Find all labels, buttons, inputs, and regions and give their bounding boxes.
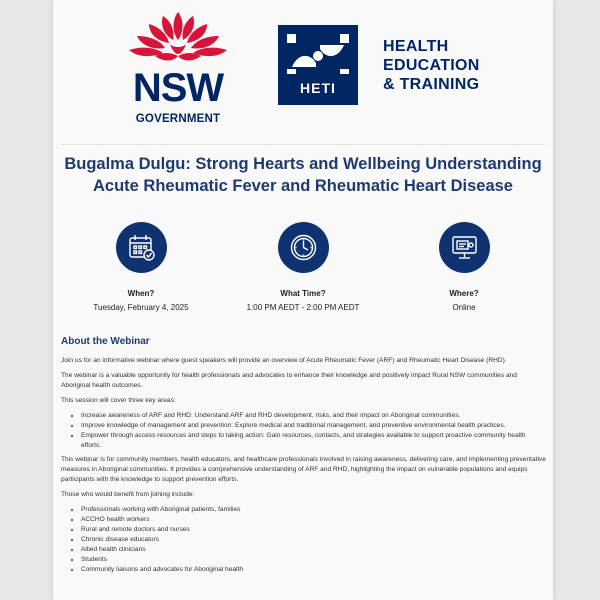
event-title-line-1: Bugalma Dulgu: Strong Hearts and Wellbeing Understanding (64, 155, 542, 173)
areas-intro: This session will cover three key areas: (61, 397, 176, 404)
heti-line-training: & TRAINING (383, 76, 480, 93)
list-item: • Rural and remote doctors and nurses (81, 525, 547, 535)
list-item: • Students (81, 555, 547, 565)
when-block (61, 222, 221, 312)
about-section (61, 336, 547, 579)
list-item: • Professionals working with Aboriginal patients, families (81, 505, 547, 515)
list-item: • ACCHO health workers (81, 515, 547, 525)
time-label: What Time? (280, 289, 326, 298)
about-heading: About the Webinar (61, 336, 150, 347)
benefit-list (61, 505, 547, 575)
header-divider (61, 144, 545, 145)
list-item: • Chronic disease educators (81, 535, 547, 545)
event-title (53, 153, 553, 197)
time-value: 1:00 PM AEDT - 2:00 PM AEDT (246, 303, 360, 312)
heti-line-health: HEALTH (383, 38, 449, 55)
about-audience: This webinar is for community members, health educators, and healthcare professionals involved in raising awareness, delivering care, and implementing preventative measures in Aboriginal communities. It provides a comprehensive understanding of ARF and RHD, highlighting the impact on vulnerable populations and equips participants with the knowledge to support prevention efforts. (61, 456, 546, 483)
about-opportunity: The webinar is a valuable opportunity for health professionals and advocates to enhance their knowledge and positively impact Rural NSW communities and Aboriginal health outcomes. (61, 372, 517, 389)
time-icon-circle (278, 222, 329, 273)
when-value: Tuesday, February 4, 2025 (93, 303, 189, 312)
event-details (53, 222, 553, 322)
about-intro: Join us for an informative webinar where guest speakers will provide an overview of Acute Rheumatic Fever (ARF) and Rheumatic Heart Disease (RHD). (61, 357, 507, 364)
list-item: • Allied health clinicians (81, 545, 547, 555)
flyer-page (53, 0, 553, 600)
where-label: Where? (449, 289, 479, 298)
when-icon-circle (116, 222, 167, 273)
when-label: When? (127, 289, 155, 298)
heti-acronym: HETI (300, 80, 336, 96)
monitor-icon (450, 233, 479, 262)
time-block (223, 222, 383, 312)
government-wordmark: GOVERNMENT (135, 113, 221, 125)
list-item: • Improve knowledge of management and prevention: Explore medical and traditional management, and preventive environmental health practices. (81, 421, 547, 431)
nsw-government-logo (125, 10, 231, 125)
heti-logo-box (278, 25, 358, 105)
where-icon-circle (439, 222, 490, 273)
list-item: • Community liaisons and advocates for Aboriginal health (81, 565, 547, 575)
heti-emblem-icon (278, 25, 358, 85)
list-item: • Empower through access resources and steps to taking action: Gain resources, contacts, and strategies available to support proactive community health efforts. (81, 431, 547, 451)
where-value: Online (452, 303, 476, 312)
logo-banner (53, 0, 553, 140)
heti-wordmark (383, 37, 480, 94)
heti-line-education: EDUCATION (383, 57, 480, 74)
areas-list (61, 411, 547, 451)
list-item: • Increase awareness of ARF and RHD: Understand ARF and RHD development, risks, and their impact on Aboriginal communities. (81, 411, 547, 421)
clock-icon (289, 233, 318, 262)
where-block (384, 222, 544, 312)
nsw-wordmark: NSW (132, 66, 224, 110)
benefit-intro: Those who would benefit from joining include: (61, 491, 195, 498)
calendar-icon (127, 233, 156, 262)
waratah-flower-icon (125, 10, 231, 70)
event-title-line-2: Acute Rheumatic Fever and Rheumatic Heart Disease (93, 177, 513, 195)
